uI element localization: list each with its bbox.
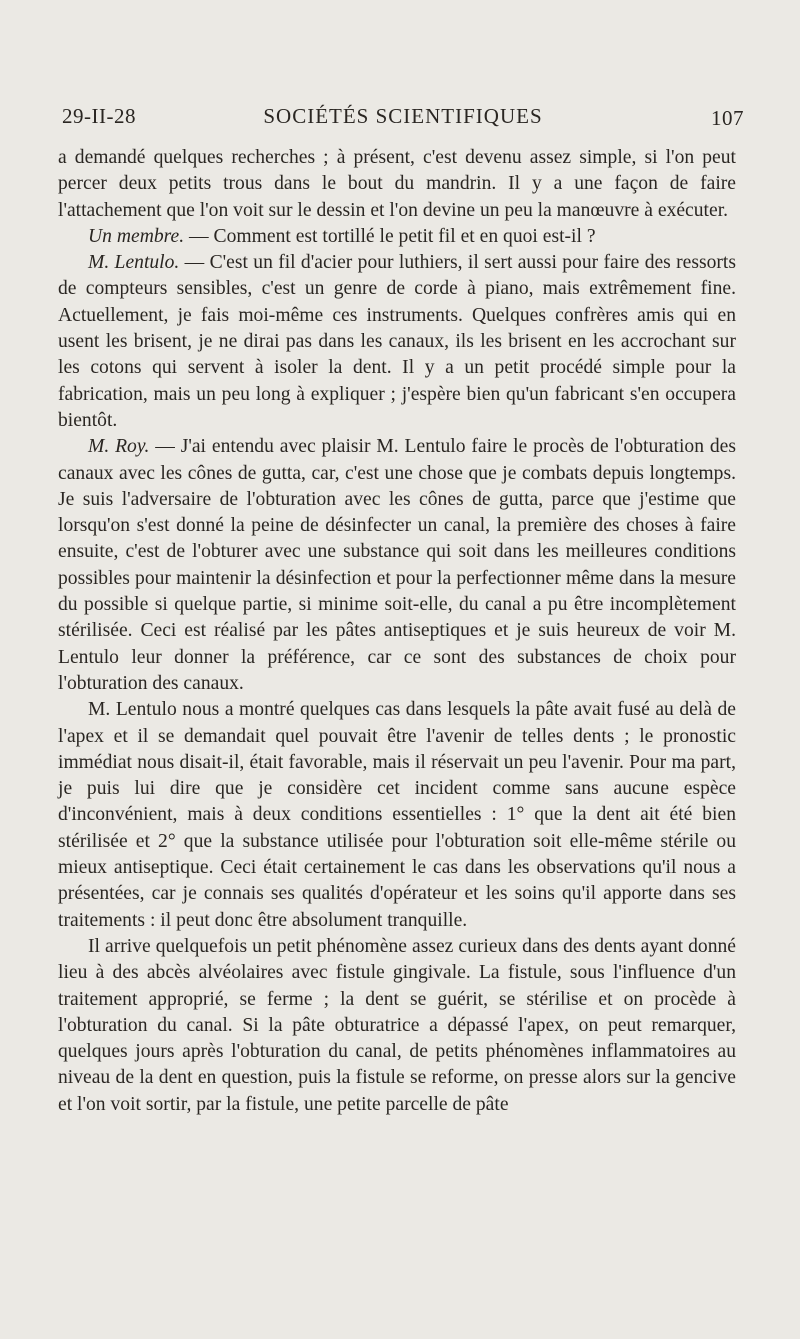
running-header <box>62 104 744 132</box>
header-date: 29-II-28 <box>62 104 136 128</box>
paragraph-3-text: — C'est un fil d'acier pour luthiers, il sert aussi pour faire des ressorts de compteurs sensibles, c'est un genre de corde à piano, mais extrêmement fine. Actuellement, je fais moi-même ces instruments. Quelques confrères amis qui en usent les brisent, je ne dirai pas dans les canaux, ils les brisent en les accrochant sur les cotons qui servent à isoler la dent. Il y a un petit procédé simple pour la fabrication, mais un peu long à expliquer ; j'espère bien qu'un fabricant s'en occupera bientôt. <box>58 252 736 431</box>
page-number: 107 <box>711 106 744 130</box>
speaker-un-membre: Un membre. <box>88 225 185 247</box>
paragraph-5-text: M. Lentulo nous a montré quelques cas dans lesquels la pâte avait fusé au delà de l'apex et il se demandait quel pouvait être l'avenir de telles dents ; le pronostic immédiat nous disait-il, était favorable, mais il réservait un peu l'avenir. Pour ma part, je puis lui dire que je considère cet incident comme sans aucune espèce d'inconvénient, mais à deux conditions essentielles : 1° que la dent ait été bien stérilisée et 2° que la substance utilisée pour l'obturation soit elle-même stérile ou mieux antiseptique. Ceci était certainement le cas dans les observations qu'il nous a présentées, car je connais ses qualités d'opérateur et les soins qu'il apporte dans ses traitements : il peut donc être absolument tranquille. <box>58 699 736 931</box>
paragraph-3 <box>58 250 736 434</box>
paragraph-1-text: a demandé quelques recherches ; à présent, c'est devenu assez simple, si l'on peut percer deux petits trous dans le bout du mandrin. Il y a une façon de faire l'attachement que l'on voit sur le dessin et l'on devine un peu la manœuvre à exécuter. <box>58 147 736 221</box>
paragraph-2 <box>58 224 736 250</box>
speaker-lentulo: M. Lentulo. <box>88 252 180 274</box>
body-text <box>58 145 736 1118</box>
paragraph-5 <box>58 697 736 934</box>
header-title: SOCIÉTÉS SCIENTIFIQUES <box>263 104 543 128</box>
paragraph-4-text: — J'ai entendu avec plaisir M. Lentulo faire le procès de l'obturation des canaux avec les cônes de gutta, car, c'est une chose que je combats depuis longtemps. Je suis l'adversaire de l'obturation avec les cônes de gutta, parce que j'estime que lorsqu'on s'est donné la peine de désinfecter un canal, la première des choses à faire ensuite, c'est de l'obturer avec une substance qui soit dans les meilleures conditions possibles pour maintenir la désinfection et pour la perfectionner même dans la mesure du possible si quelque partie, si minime soit-elle, du canal a pu être incomplètement stérilisée. Ceci est réalisé par les pâtes antiseptiques et je suis heureux de voir M. Lentulo leur donner la préférence, car ce sont des substances de choix pour l'obturation des canaux. <box>58 436 736 694</box>
paragraph-6-text: Il arrive quelquefois un petit phénomène assez curieux dans des dents ayant donné lieu à des abcès alvéolaires avec fistule gingivale. La fistule, sous l'influence d'un traitement approprié, se ferme ; la dent se guérit, se stérilise et on procède à l'obturation du canal. Si la pâte obturatrice a dépassé l'apex, on peut remarquer, quelques jours après l'obturation du canal, de petits phénomènes inflammatoires au niveau de la dent en question, puis la fistule se reforme, on presse alors sur la gencive et l'on voit sortir, par la fistule, une petite parcelle de pâte <box>58 935 736 1115</box>
paragraph-2-text: — Comment est tortillé le petit fil et en quoi est-il ? <box>184 225 596 247</box>
paragraph-4 <box>58 434 736 697</box>
paragraph-1 <box>58 145 736 224</box>
speaker-roy: M. Roy. <box>88 436 150 458</box>
paragraph-6 <box>58 934 736 1118</box>
